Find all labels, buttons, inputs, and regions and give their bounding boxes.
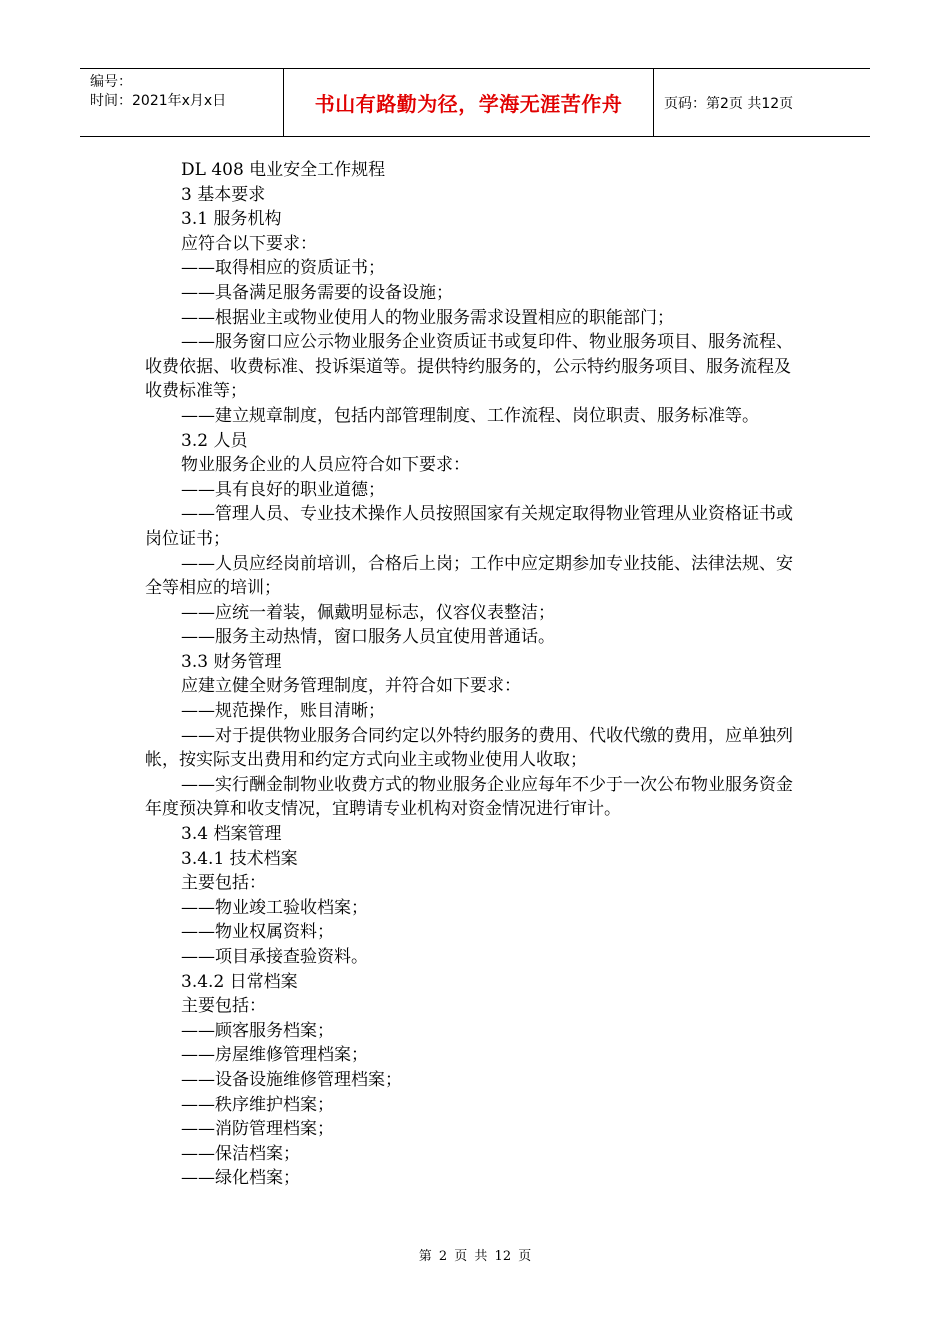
document-body bbox=[145, 158, 805, 1191]
header-motto: 书山有路勤为径，学海无涯苦作舟 bbox=[314, 92, 623, 116]
section-heading: 3.4.2 日常档案 bbox=[181, 971, 298, 992]
header-divider bbox=[653, 69, 654, 136]
section-heading: 3.4 档案管理 bbox=[181, 824, 282, 845]
list-item: ——取得相应的资质证书； bbox=[181, 258, 385, 279]
header-page-info: 页码：第2页 共12页 bbox=[664, 95, 794, 112]
list-item: ——保洁档案； bbox=[181, 1143, 300, 1164]
body-line: 物业服务企业的人员应符合如下要求： bbox=[181, 455, 470, 476]
list-item: ——对于提供物业服务合同约定以外特约服务的费用、代收代缴的费用，应单独列帐，按实际支出费用和约定方式向业主或物业使用人收取； bbox=[145, 725, 793, 771]
list-item: ——具有良好的职业道德； bbox=[181, 479, 385, 500]
list-item: ——人员应经岗前培训，合格后上岗；工作中应定期参加专业技能、法律法规、安全等相应的培训； bbox=[145, 553, 793, 599]
list-item: ——根据业主或物业使用人的物业服务需求设置相应的职能部门； bbox=[181, 307, 674, 328]
list-item: ——物业权属资料； bbox=[181, 922, 334, 943]
list-item: ——设备设施维修管理档案； bbox=[181, 1069, 402, 1090]
list-item: ——物业竣工验收档案； bbox=[181, 897, 368, 918]
page-footer bbox=[0, 1245, 950, 1264]
list-item: ——管理人员、专业技术操作人员按照国家有关规定取得物业管理从业资格证书或岗位证书； bbox=[145, 504, 793, 549]
footer-page-number: 第 2 页 共 12 页 bbox=[418, 1249, 532, 1264]
list-item: ——服务窗口应公示物业服务企业资质证书或复印件、物业服务项目、服务流程、收费依据、收费标准、投诉渠道等。提供特约服务的，公示特约服务项目、服务流程及收费标准等； bbox=[145, 332, 793, 402]
list-item: ——具备满足服务需要的设备设施； bbox=[181, 282, 453, 303]
list-item: ——消防管理档案； bbox=[181, 1119, 334, 1140]
list-item: ——项目承接查验资料。 bbox=[181, 947, 368, 967]
list-item: ——应统一着装，佩戴明显标志，仪容仪表整洁； bbox=[181, 602, 555, 623]
section-heading: 3 基本要求 bbox=[181, 184, 266, 205]
list-item: ——规范操作，账目清晰； bbox=[181, 701, 385, 722]
section-heading: 3.2 人员 bbox=[181, 430, 248, 451]
header-table bbox=[80, 68, 870, 137]
section-heading: 3.4.1 技术档案 bbox=[181, 848, 298, 869]
section-heading: 3.3 财务管理 bbox=[181, 651, 282, 672]
list-item: ——实行酬金制物业收费方式的物业服务企业应每年不少于一次公布物业服务资金年度预决算和收支情况，宜聘请专业机构对资金情况进行审计。 bbox=[145, 774, 793, 820]
body-line: 应建立健全财务管理制度，并符合如下要求： bbox=[181, 676, 521, 697]
list-item: ——绿化档案； bbox=[181, 1168, 300, 1189]
body-line: 主要包括： bbox=[181, 873, 266, 894]
list-item: ——房屋维修管理档案； bbox=[181, 1045, 368, 1066]
document-time-label: 时间：2021年x月x日 bbox=[90, 93, 227, 109]
body-line: 主要包括： bbox=[181, 996, 266, 1017]
list-item: ——顾客服务档案； bbox=[181, 1020, 334, 1041]
section-heading: 3.1 服务机构 bbox=[181, 209, 282, 230]
header-left-cell bbox=[90, 73, 226, 111]
body-line: DL 408 电业安全工作规程 bbox=[181, 160, 386, 180]
list-item: ——建立规章制度，包括内部管理制度、工作流程、岗位职责、服务标准等。 bbox=[181, 405, 759, 426]
list-item: ——秩序维护档案； bbox=[181, 1094, 334, 1115]
list-item: ——服务主动热情，窗口服务人员宜使用普通话。 bbox=[181, 627, 555, 648]
document-number-label: 编号： bbox=[90, 74, 132, 90]
body-line: 应符合以下要求： bbox=[181, 233, 317, 254]
